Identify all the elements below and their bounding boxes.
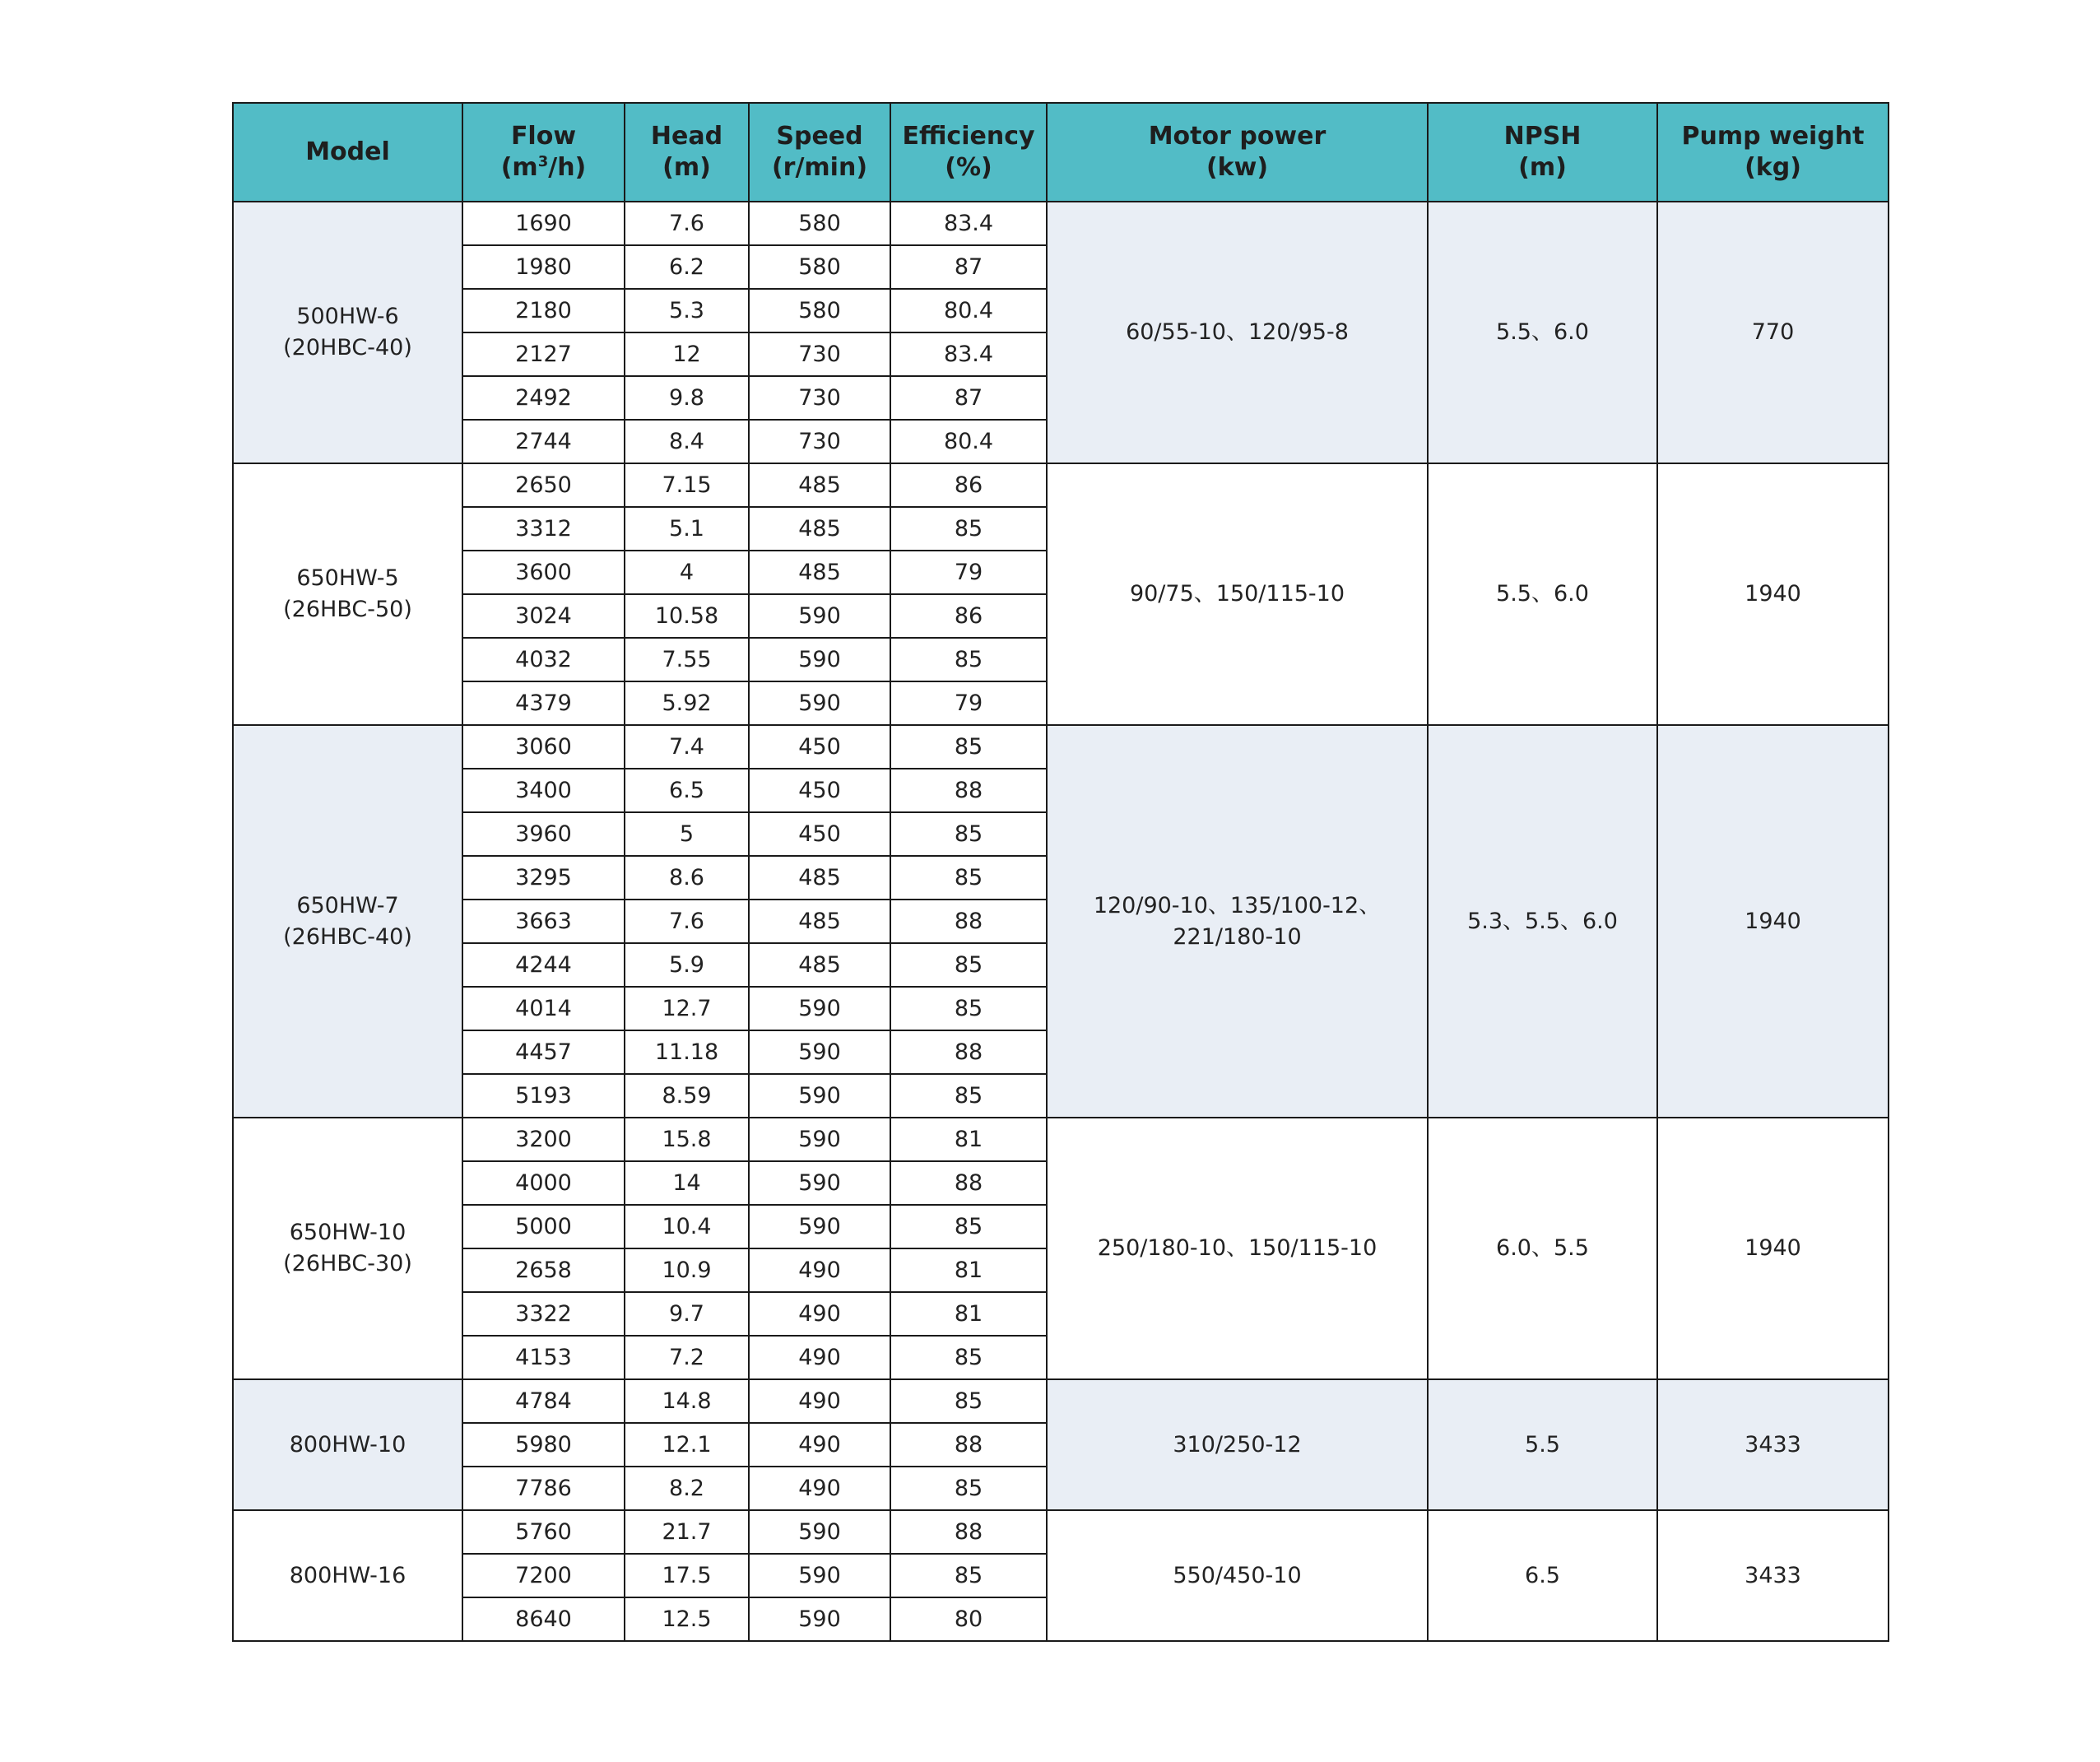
speed-cell: 485 xyxy=(749,856,890,900)
npsh-cell: 5.5 xyxy=(1428,1379,1657,1510)
speed-cell: 580 xyxy=(749,245,890,289)
efficiency-cell: 85 xyxy=(890,856,1047,900)
flow-cell: 1690 xyxy=(462,202,625,245)
model-name: 800HW-16 xyxy=(289,1562,407,1588)
flow-cell: 2650 xyxy=(462,463,625,507)
efficiency-cell: 88 xyxy=(890,1030,1047,1074)
efficiency-cell: 88 xyxy=(890,769,1047,812)
flow-cell: 2180 xyxy=(462,289,625,332)
flow-cell: 3960 xyxy=(462,812,625,856)
head-cell: 7.15 xyxy=(625,463,749,507)
speed-cell: 490 xyxy=(749,1336,890,1379)
efficiency-cell: 85 xyxy=(890,987,1047,1030)
efficiency-cell: 83.4 xyxy=(890,202,1047,245)
table-header xyxy=(233,103,1889,202)
pump-weight-cell: 770 xyxy=(1657,202,1889,463)
flow-cell: 4032 xyxy=(462,638,625,681)
flow-cell: 7200 xyxy=(462,1554,625,1597)
table-row xyxy=(233,1118,1889,1161)
speed-cell: 590 xyxy=(749,594,890,638)
head-cell: 6.5 xyxy=(625,769,749,812)
efficiency-cell: 85 xyxy=(890,725,1047,769)
speed-cell: 590 xyxy=(749,1597,890,1641)
head-cell: 17.5 xyxy=(625,1554,749,1597)
header-pump-weight: Pump weight (kg) xyxy=(1657,103,1889,202)
flow-cell: 2658 xyxy=(462,1248,625,1292)
head-cell: 8.6 xyxy=(625,856,749,900)
flow-cell: 3060 xyxy=(462,725,625,769)
table-row xyxy=(233,1379,1889,1423)
pump-weight-cell: 3433 xyxy=(1657,1379,1889,1510)
head-cell: 7.6 xyxy=(625,202,749,245)
model-alt-name: (26HBC-50) xyxy=(283,597,412,622)
flow-cell: 5980 xyxy=(462,1423,625,1467)
model-alt-name: (26HBC-40) xyxy=(283,923,412,950)
flow-cell: 3200 xyxy=(462,1118,625,1161)
head-cell: 7.4 xyxy=(625,725,749,769)
flow-cell: 3400 xyxy=(462,769,625,812)
efficiency-cell: 87 xyxy=(890,376,1047,420)
speed-cell: 580 xyxy=(749,202,890,245)
model-cell xyxy=(233,1379,462,1510)
speed-cell: 490 xyxy=(749,1467,890,1510)
header-efficiency: Efficiency (%) xyxy=(890,103,1047,202)
speed-cell: 730 xyxy=(749,376,890,420)
npsh-cell: 6.5 xyxy=(1428,1510,1657,1641)
head-cell: 7.6 xyxy=(625,900,749,943)
speed-cell: 450 xyxy=(749,725,890,769)
pump-spec-table xyxy=(232,102,1889,1642)
model-cell xyxy=(233,1510,462,1641)
speed-cell: 485 xyxy=(749,463,890,507)
flow-cell: 2744 xyxy=(462,420,625,463)
motor-power-cell: 310/250-12 xyxy=(1047,1379,1428,1510)
speed-cell: 490 xyxy=(749,1423,890,1467)
flow-cell: 4014 xyxy=(462,987,625,1030)
speed-cell: 590 xyxy=(749,1510,890,1554)
flow-cell: 3312 xyxy=(462,507,625,551)
head-cell: 5.3 xyxy=(625,289,749,332)
model-cell xyxy=(233,1118,462,1379)
head-cell: 11.18 xyxy=(625,1030,749,1074)
efficiency-cell: 86 xyxy=(890,463,1047,507)
header-speed: Speed (r/min) xyxy=(749,103,890,202)
head-cell: 7.55 xyxy=(625,638,749,681)
flow-cell: 3295 xyxy=(462,856,625,900)
pump-weight-cell: 3433 xyxy=(1657,1510,1889,1641)
model-alt-name: (20HBC-40) xyxy=(283,335,412,360)
efficiency-cell: 88 xyxy=(890,1510,1047,1554)
table-row xyxy=(233,725,1889,769)
flow-cell: 4784 xyxy=(462,1379,625,1423)
efficiency-cell: 81 xyxy=(890,1292,1047,1336)
speed-cell: 580 xyxy=(749,289,890,332)
flow-cell: 3663 xyxy=(462,900,625,943)
head-cell: 9.7 xyxy=(625,1292,749,1336)
efficiency-cell: 80 xyxy=(890,1597,1047,1641)
head-cell: 12 xyxy=(625,332,749,376)
efficiency-cell: 88 xyxy=(890,1161,1047,1205)
speed-cell: 485 xyxy=(749,900,890,943)
speed-cell: 590 xyxy=(749,1030,890,1074)
head-cell: 21.7 xyxy=(625,1510,749,1554)
npsh-cell: 5.5、6.0 xyxy=(1428,202,1657,463)
efficiency-cell: 85 xyxy=(890,1336,1047,1379)
motor-power-cell: 250/180-10、150/115-10 xyxy=(1047,1118,1428,1379)
npsh-cell: 6.0、5.5 xyxy=(1428,1118,1657,1379)
flow-cell: 5760 xyxy=(462,1510,625,1554)
head-cell: 5.92 xyxy=(625,681,749,725)
head-cell: 14 xyxy=(625,1161,749,1205)
efficiency-cell: 83.4 xyxy=(890,332,1047,376)
head-cell: 8.2 xyxy=(625,1467,749,1510)
flow-cell: 4153 xyxy=(462,1336,625,1379)
efficiency-cell: 85 xyxy=(890,1205,1047,1248)
efficiency-cell: 85 xyxy=(890,943,1047,987)
model-name: 500HW-6 xyxy=(296,304,399,329)
head-cell: 10.4 xyxy=(625,1205,749,1248)
model-name: 650HW-5 xyxy=(296,565,399,591)
model-cell xyxy=(233,725,462,1118)
flow-cell: 2492 xyxy=(462,376,625,420)
pump-weight-cell: 1940 xyxy=(1657,725,1889,1118)
speed-cell: 590 xyxy=(749,1205,890,1248)
head-cell: 12.7 xyxy=(625,987,749,1030)
speed-cell: 485 xyxy=(749,943,890,987)
flow-cell: 4000 xyxy=(462,1161,625,1205)
efficiency-cell: 85 xyxy=(890,812,1047,856)
speed-cell: 450 xyxy=(749,812,890,856)
efficiency-cell: 85 xyxy=(890,1467,1047,1510)
speed-cell: 450 xyxy=(749,769,890,812)
speed-cell: 730 xyxy=(749,332,890,376)
flow-cell: 3322 xyxy=(462,1292,625,1336)
speed-cell: 590 xyxy=(749,1074,890,1118)
flow-cell: 7786 xyxy=(462,1467,625,1510)
speed-cell: 490 xyxy=(749,1292,890,1336)
head-cell: 5 xyxy=(625,812,749,856)
efficiency-cell: 79 xyxy=(890,681,1047,725)
table-row xyxy=(233,1510,1889,1554)
efficiency-cell: 79 xyxy=(890,551,1047,594)
header-row xyxy=(233,103,1889,202)
head-cell: 4 xyxy=(625,551,749,594)
speed-cell: 730 xyxy=(749,420,890,463)
model-cell xyxy=(233,463,462,725)
flow-cell: 8640 xyxy=(462,1597,625,1641)
efficiency-cell: 85 xyxy=(890,1554,1047,1597)
pump-weight-cell: 1940 xyxy=(1657,1118,1889,1379)
motor-power-cell: 550/450-10 xyxy=(1047,1510,1428,1641)
efficiency-cell: 88 xyxy=(890,1423,1047,1467)
table-row xyxy=(233,202,1889,245)
flow-cell: 2127 xyxy=(462,332,625,376)
model-cell xyxy=(233,202,462,463)
header-head: Head (m) xyxy=(625,103,749,202)
head-cell: 10.9 xyxy=(625,1248,749,1292)
table-row xyxy=(233,463,1889,507)
speed-cell: 485 xyxy=(749,507,890,551)
speed-cell: 590 xyxy=(749,987,890,1030)
model-name: 800HW-10 xyxy=(289,1431,407,1457)
efficiency-cell: 85 xyxy=(890,507,1047,551)
speed-cell: 590 xyxy=(749,1118,890,1161)
head-cell: 10.58 xyxy=(625,594,749,638)
efficiency-cell: 81 xyxy=(890,1248,1047,1292)
header-motor-power: Motor power (kw) xyxy=(1047,103,1428,202)
efficiency-cell: 85 xyxy=(890,1379,1047,1423)
motor-power-cell: 90/75、150/115-10 xyxy=(1047,463,1428,725)
model-alt-name: (26HBC-30) xyxy=(283,1251,412,1276)
speed-cell: 485 xyxy=(749,551,890,594)
flow-cell: 3024 xyxy=(462,594,625,638)
efficiency-cell: 88 xyxy=(890,900,1047,943)
speed-cell: 490 xyxy=(749,1379,890,1423)
efficiency-cell: 81 xyxy=(890,1118,1047,1161)
head-cell: 5.9 xyxy=(625,943,749,987)
npsh-cell: 5.3、5.5、6.0 xyxy=(1428,725,1657,1118)
speed-cell: 490 xyxy=(749,1248,890,1292)
header-flow: Flow $(m^3/h)$ xyxy=(462,103,625,202)
flow-cell: 4379 xyxy=(462,681,625,725)
efficiency-cell: 85 xyxy=(890,1074,1047,1118)
head-cell: 12.1 xyxy=(625,1423,749,1467)
flow-cell: 4244 xyxy=(462,943,625,987)
motor-power-cell: 120/90-10、135/100-12、221/180-10 xyxy=(1047,725,1428,1118)
efficiency-cell: 87 xyxy=(890,245,1047,289)
head-cell: 6.2 xyxy=(625,245,749,289)
header-model: Model xyxy=(233,103,462,202)
table-body xyxy=(233,202,1889,1641)
header-npsh: NPSH (m) xyxy=(1428,103,1657,202)
pump-weight-cell: 1940 xyxy=(1657,463,1889,725)
flow-cell: 5193 xyxy=(462,1074,625,1118)
head-cell: 8.59 xyxy=(625,1074,749,1118)
head-cell: 14.8 xyxy=(625,1379,749,1423)
model-name: 650HW-7 xyxy=(296,892,399,918)
head-cell: 15.8 xyxy=(625,1118,749,1161)
head-cell: 8.4 xyxy=(625,420,749,463)
speed-cell: 590 xyxy=(749,1161,890,1205)
efficiency-cell: 80.4 xyxy=(890,420,1047,463)
flow-cell: 4457 xyxy=(462,1030,625,1074)
speed-cell: 590 xyxy=(749,1554,890,1597)
speed-cell: 590 xyxy=(749,638,890,681)
flow-cell: 1980 xyxy=(462,245,625,289)
head-cell: 12.5 xyxy=(625,1597,749,1641)
npsh-cell: 5.5、6.0 xyxy=(1428,463,1657,725)
efficiency-cell: 86 xyxy=(890,594,1047,638)
model-name: 650HW-10 xyxy=(289,1220,407,1245)
efficiency-cell: 80.4 xyxy=(890,289,1047,332)
flow-cell: 5000 xyxy=(462,1205,625,1248)
head-cell: 7.2 xyxy=(625,1336,749,1379)
head-cell: 5.1 xyxy=(625,507,749,551)
efficiency-cell: 85 xyxy=(890,638,1047,681)
flow-cell: 3600 xyxy=(462,551,625,594)
speed-cell: 590 xyxy=(749,681,890,725)
motor-power-cell: 60/55-10、120/95-8 xyxy=(1047,202,1428,463)
head-cell: 9.8 xyxy=(625,376,749,420)
